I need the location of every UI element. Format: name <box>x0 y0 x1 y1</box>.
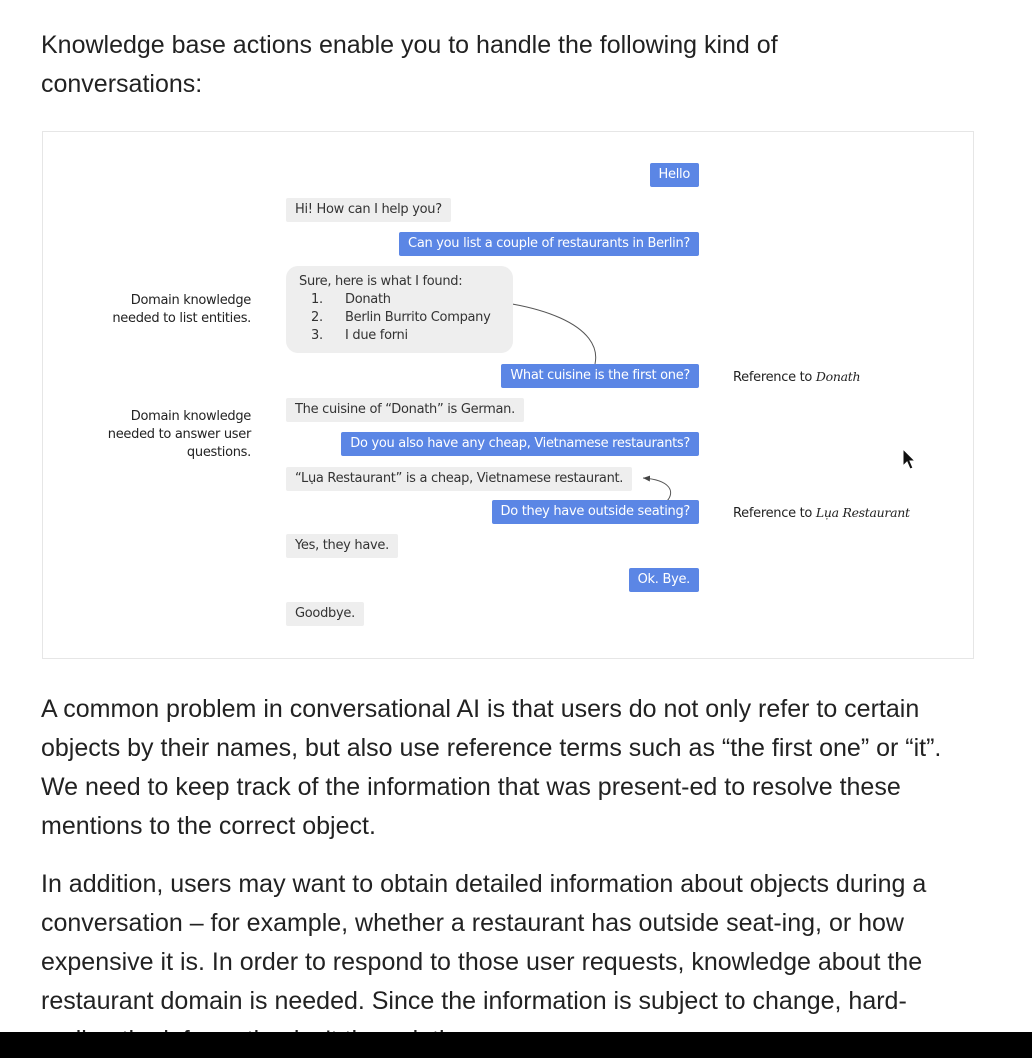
user-message-cuisine: What cuisine is the first one? <box>501 364 699 388</box>
user-message-vietnamese: Do you also have any cheap, Vietnamese restaurants? <box>341 432 699 456</box>
bot-message-goodbye: Goodbye. <box>286 602 364 626</box>
user-message-outside-seating: Do they have outside seating? <box>492 500 699 524</box>
reference-label-lua: Reference to Lụa Restaurant <box>733 505 910 521</box>
arrow-they-to-lua <box>643 478 671 501</box>
bot-message-lua: “Lụa Restaurant” is a cheap, Vietnamese restaurant. <box>286 467 632 491</box>
annotation-list-entities: Domain knowledge needed to list entities. <box>112 293 251 326</box>
paragraph-references: A common problem in conversational AI is that users do not only refer to certain objects by their names, but also use reference terms such as “the first one” or “it”. We need to keep track of the information that was present-ed to resolve these mentions to the correct object. <box>41 695 942 840</box>
restaurant-list-intro: Sure, here is what I found: <box>299 274 463 289</box>
conversation-figure <box>42 131 974 659</box>
bot-message-yes: Yes, they have. <box>286 534 398 558</box>
reference-arrows <box>43 132 973 658</box>
list-item: 2. Berlin Burrito Company <box>311 310 491 325</box>
bot-message-greeting: Hi! How can I help you? <box>286 198 451 222</box>
list-item: 3. I due forni <box>311 328 408 343</box>
mouse-pointer-icon <box>902 448 918 472</box>
bottom-black-bar <box>0 1032 1032 1058</box>
paragraph-domain-knowledge: In addition, users may want to obtain detailed information about objects during a conversation – for example, whether a restaurant has outside seat-ing, or how expensive it is. In order to respond to those user requests, knowledge about the restaurant domain is needed. Since the information is subject to change, hard- <box>41 870 927 1015</box>
reference-label-donath: Reference to Donath <box>733 369 861 385</box>
user-message-bye: Ok. Bye. <box>629 568 699 592</box>
bot-message-cuisine-answer: The cuisine of “Donath” is German. <box>286 398 524 422</box>
user-message-list-restaurants: Can you list a couple of restaurants in Berlin? <box>399 232 699 256</box>
bot-message-restaurant-list <box>286 266 513 353</box>
list-item: 1. Donath <box>311 292 391 307</box>
annotation-answer-questions: Domain knowledge needed to answer user questions. <box>107 409 251 460</box>
intro-text: Knowledge base actions enable you to handle the following kind of conversations: <box>41 31 778 98</box>
user-message-hello: Hello <box>650 163 699 187</box>
